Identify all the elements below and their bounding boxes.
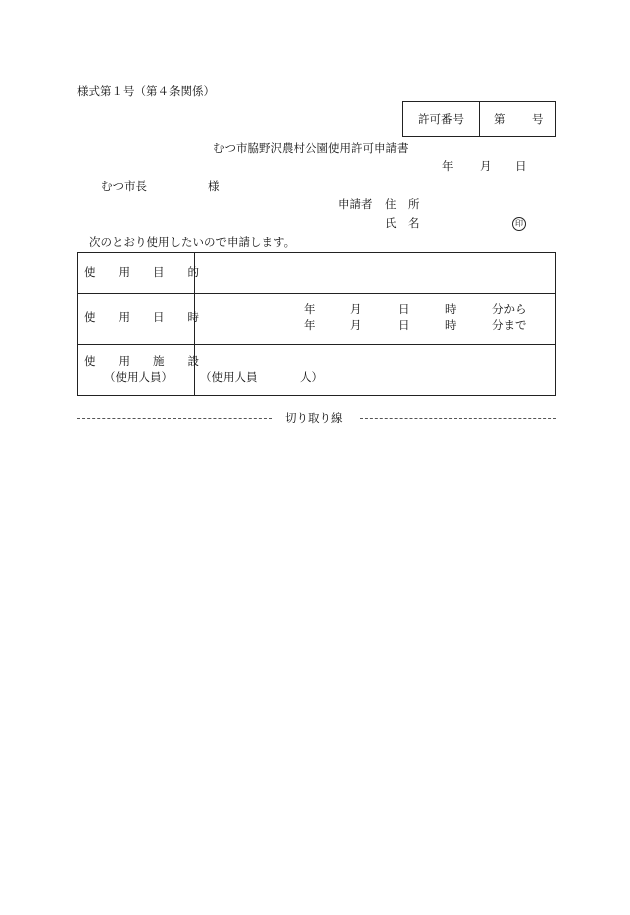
permit-number-suffix: 号 [532, 112, 544, 126]
addressee-name: むつ市長 [101, 179, 147, 193]
users-value-open: （使用人員 [200, 370, 258, 384]
to-day: 日 [398, 318, 410, 332]
cut-line-left [77, 418, 272, 419]
users-label: （使用人員） [104, 370, 173, 384]
applicant-label: 申請者 [338, 197, 373, 211]
to-year: 年 [304, 318, 316, 332]
intro-text: 次のとおり使用したいので申請します。 [89, 235, 296, 249]
date-day: 日 [515, 159, 527, 173]
datetime-label: 使 用 日 時 [84, 310, 199, 324]
from-hour: 時 [445, 302, 457, 316]
applicant-name-label: 氏 名 [385, 216, 420, 230]
seal-mark: 印 [512, 217, 526, 231]
from-year: 年 [304, 302, 316, 316]
permit-number-label: 許可番号 [418, 112, 464, 126]
facility-label: 使 用 施 設 [84, 354, 199, 368]
date-year: 年 [442, 159, 454, 173]
form-number: 様式第１号（第４条関係） [77, 84, 215, 98]
permit-number-box [402, 101, 556, 137]
table-row-divider [78, 293, 555, 294]
to-hour: 時 [445, 318, 457, 332]
permit-number-prefix: 第 [494, 112, 506, 126]
application-table [77, 252, 556, 396]
addressee-honorific: 様 [208, 179, 220, 193]
to-month: 月 [350, 318, 362, 332]
from-month: 月 [350, 302, 362, 316]
from-minute: 分から [492, 302, 527, 316]
applicant-address-label: 住 所 [385, 197, 420, 211]
from-day: 日 [398, 302, 410, 316]
table-row-divider [78, 344, 555, 345]
date-month: 月 [480, 159, 492, 173]
purpose-label: 使 用 目 的 [84, 265, 199, 279]
cut-line-label: 切り取り線 [285, 411, 343, 425]
to-minute: 分まで [492, 318, 527, 332]
document-title: むつ市脇野沢農村公園使用許可申請書 [213, 141, 409, 155]
users-value-close: 人） [300, 370, 323, 384]
cut-line-right [360, 418, 556, 419]
permit-box-divider [479, 102, 480, 136]
